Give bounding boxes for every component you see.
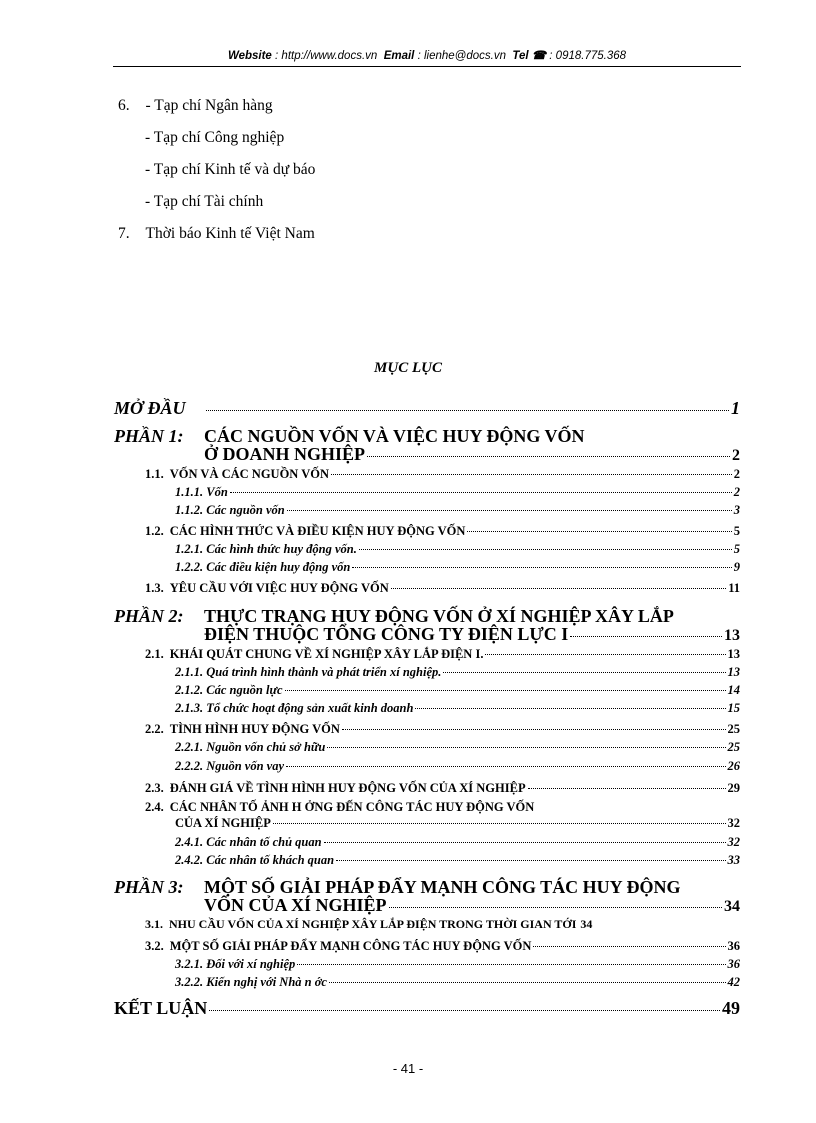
dot-leader bbox=[570, 636, 722, 637]
toc-entry-3-2-1[interactable] bbox=[175, 957, 740, 972]
toc-page-number: 25 bbox=[727, 722, 740, 736]
reference-text: - Tạp chí Kinh tế và dự báo bbox=[145, 161, 316, 178]
page-header bbox=[113, 48, 741, 62]
dot-leader bbox=[327, 747, 725, 748]
toc-page-number: 14 bbox=[727, 683, 740, 697]
toc-entry-2-1[interactable] bbox=[145, 647, 740, 662]
toc-entry-2-1-3[interactable] bbox=[175, 701, 740, 716]
dot-leader bbox=[230, 492, 732, 493]
section-number: 2.1. bbox=[145, 647, 164, 661]
section-title: KHÁI QUÁT CHUNG VỀ XÍ NGHIỆP XÂY LẮP ĐIỆN I. bbox=[169, 647, 484, 661]
section-number: 1.2. bbox=[145, 524, 164, 538]
toc-part-2-title-line2[interactable] bbox=[204, 624, 740, 645]
toc-page-number: 3 bbox=[733, 503, 740, 517]
toc-page-number: 26 bbox=[727, 759, 740, 773]
toc-entry-2-1-1[interactable] bbox=[175, 665, 740, 680]
reference-number: 7. bbox=[118, 225, 130, 242]
toc-page-number: 5 bbox=[733, 542, 740, 556]
toc-page-number: 13 bbox=[727, 647, 740, 661]
section-number: 2.3. bbox=[145, 781, 164, 795]
section-title: 1.2.2. Các điều kiện huy động vốn bbox=[175, 560, 351, 574]
toc-entry-label: KẾT LUẬN bbox=[114, 998, 208, 1018]
section-title: VỐN VÀ CÁC NGUỒN VỐN bbox=[169, 467, 330, 481]
section-title: 1.1.2. Các nguồn vốn bbox=[175, 503, 285, 517]
email-value: : lienhe@docs.vn bbox=[417, 50, 506, 62]
dot-leader bbox=[342, 729, 726, 730]
toc-part-1-heading[interactable] bbox=[114, 426, 585, 447]
section-title: 2.1.3. Tổ chức hoạt động sản xuất kinh doanh bbox=[175, 701, 414, 715]
section-title: 2.2.1. Nguồn vốn chủ sở hữu bbox=[175, 740, 326, 754]
toc-entry-2-4-1[interactable] bbox=[175, 835, 740, 850]
toc-entry-2-2-2[interactable] bbox=[175, 759, 740, 774]
toc-entry-label: MỞ ĐẦU bbox=[114, 398, 186, 418]
section-title: CỦA XÍ NGHIỆP bbox=[175, 816, 271, 830]
section-number: 2.2. bbox=[145, 722, 164, 736]
dot-leader bbox=[209, 1010, 720, 1011]
toc-entry-1-2-2[interactable] bbox=[175, 560, 740, 575]
reference-item bbox=[118, 225, 315, 243]
toc-page-number: 34 bbox=[724, 898, 740, 915]
dot-leader bbox=[352, 567, 731, 568]
reference-item bbox=[145, 129, 284, 147]
website-label: Website bbox=[227, 50, 272, 62]
section-title: ĐÁNH GIÁ VỀ TÌNH HÌNH HUY ĐỘNG VỐN CỦA XÍ NGHIỆP bbox=[169, 781, 526, 795]
dot-leader bbox=[485, 654, 725, 655]
part-label: PHẦN 3: bbox=[114, 877, 184, 897]
toc-page-number: 32 bbox=[727, 816, 740, 830]
tel-value: : 0918.775.368 bbox=[549, 50, 627, 62]
part-label: PHẦN 1: bbox=[114, 426, 184, 446]
dot-leader bbox=[287, 510, 732, 511]
section-number: 1.3. bbox=[145, 581, 164, 595]
toc-page-number: 13 bbox=[727, 665, 740, 679]
section-number: 3.1. bbox=[145, 917, 163, 931]
section-title: NHU CẦU VỐN CỦA XÍ NGHIỆP XÂY LẮP ĐIỆN TRONG THỜI GIAN TỚI bbox=[169, 917, 577, 931]
reference-text: - Tạp chí Tài chính bbox=[145, 193, 264, 210]
section-title: CÁC NHÂN TỐ ẢNH H ỞNG ĐẾN CÔNG TÁC HUY ĐỘNG VỐN bbox=[169, 800, 535, 814]
toc-entry-2-2[interactable] bbox=[145, 722, 740, 737]
toc-page-number: 2 bbox=[733, 467, 740, 481]
toc-page-number: 9 bbox=[733, 560, 740, 574]
website-value: : http://www.docs.vn bbox=[275, 50, 378, 62]
dot-leader bbox=[467, 531, 731, 532]
toc-part-1-title-line2[interactable] bbox=[204, 444, 740, 465]
toc-entry-2-3[interactable] bbox=[145, 781, 740, 796]
section-title: 2.1.2. Các nguồn lực bbox=[175, 683, 283, 697]
toc-page-number: 33 bbox=[727, 853, 740, 867]
toc-page-number: 15 bbox=[727, 701, 740, 715]
toc-entry-ket-luan[interactable] bbox=[114, 998, 740, 1019]
toc-entry-2-4-2[interactable] bbox=[175, 853, 740, 868]
toc-page-number: 25 bbox=[727, 740, 740, 754]
toc-page-number: 11 bbox=[728, 581, 740, 595]
toc-page-number: 32 bbox=[727, 835, 740, 849]
dot-leader bbox=[415, 708, 725, 709]
reference-item bbox=[145, 161, 315, 179]
header-divider bbox=[113, 66, 741, 67]
dot-leader bbox=[528, 788, 726, 789]
toc-entry-3-1[interactable] bbox=[145, 917, 740, 932]
toc-entry-2-4-line2[interactable] bbox=[175, 816, 740, 831]
section-number: 2.4. bbox=[145, 800, 164, 814]
phone-icon: ☎ bbox=[531, 50, 547, 62]
section-title: YÊU CẦU VỚI VIỆC HUY ĐỘNG VỐN bbox=[169, 581, 389, 595]
toc-page-number: 42 bbox=[727, 975, 740, 989]
section-title: CÁC HÌNH THỨC VÀ ĐIỀU KIỆN HUY ĐỘNG VỐN bbox=[169, 524, 466, 538]
toc-page-number: 34 bbox=[580, 917, 593, 931]
toc-entry-mo-dau[interactable] bbox=[114, 398, 740, 419]
toc-entry-1-2[interactable] bbox=[145, 524, 740, 539]
page-number: - 41 - bbox=[392, 1061, 424, 1076]
toc-entry-1-1[interactable] bbox=[145, 467, 740, 482]
part-title-line1: MỘT SỐ GIẢI PHÁP ĐẨY MẠNH CÔNG TÁC HUY ĐỘNG bbox=[204, 877, 681, 897]
part-title-line1: THỰC TRẠNG HUY ĐỘNG VỐN Ở XÍ NGHIỆP XÂY LẮP bbox=[204, 606, 674, 626]
dot-leader bbox=[273, 823, 726, 824]
toc-part-3-heading[interactable] bbox=[114, 877, 681, 898]
part-title-line2: Ở DOANH NGHIỆP bbox=[204, 444, 366, 464]
toc-page-number: 13 bbox=[724, 627, 740, 644]
reference-number: 6. bbox=[118, 97, 130, 114]
toc-page-number: 2 bbox=[733, 485, 740, 499]
part-label: PHẦN 2: bbox=[114, 606, 184, 626]
dot-leader bbox=[331, 474, 732, 475]
section-title: 2.4.2. Các nhân tố khách quan bbox=[175, 853, 335, 867]
toc-entry-2-1-2[interactable] bbox=[175, 683, 740, 698]
toc-page-number: 36 bbox=[727, 939, 740, 953]
reference-item bbox=[118, 97, 273, 115]
email-label: Email bbox=[383, 50, 415, 62]
toc-page-number: 29 bbox=[727, 781, 740, 795]
dot-leader bbox=[336, 860, 725, 861]
toc-part-3-title-line2[interactable] bbox=[204, 895, 740, 916]
dot-leader bbox=[286, 766, 725, 767]
toc-page-number: 49 bbox=[722, 998, 740, 1018]
reference-item bbox=[145, 193, 263, 211]
toc-entry-1-3[interactable] bbox=[145, 581, 740, 596]
toc-page-number: 36 bbox=[727, 957, 740, 971]
dot-leader bbox=[533, 946, 725, 947]
reference-text: Thời báo Kinh tế Việt Nam bbox=[145, 225, 315, 242]
dot-leader bbox=[285, 690, 726, 691]
toc-entry-3-2[interactable] bbox=[145, 939, 740, 954]
toc-entry-2-2-1[interactable] bbox=[175, 740, 740, 755]
dot-leader bbox=[329, 982, 726, 983]
section-number: 1.1. bbox=[145, 467, 164, 481]
section-title: 2.1.1. Quá trình hình thành và phát triển xí nghiệp. bbox=[175, 665, 442, 679]
toc-entry-1-2-1[interactable] bbox=[175, 542, 740, 557]
toc-title: MỤC LỤC bbox=[374, 360, 442, 376]
part-title-line2: ĐIỆN THUỘC TỔNG CÔNG TY ĐIỆN LỰC I bbox=[204, 624, 569, 644]
section-title: 2.4.1. Các nhân tố chủ quan bbox=[175, 835, 322, 849]
toc-entry-1-1-2[interactable] bbox=[175, 503, 740, 518]
toc-part-2-heading[interactable] bbox=[114, 606, 674, 627]
dot-leader bbox=[324, 842, 726, 843]
dot-leader bbox=[206, 410, 729, 411]
section-title: 2.2.2. Nguồn vốn vay bbox=[175, 759, 285, 773]
toc-page-number: 1 bbox=[731, 398, 740, 418]
reference-text: - Tạp chí Ngân hàng bbox=[145, 97, 273, 114]
tel-label: Tel bbox=[512, 50, 529, 62]
dot-leader bbox=[389, 907, 722, 908]
section-title: TÌNH HÌNH HUY ĐỘNG VỐN bbox=[169, 722, 340, 736]
toc-entry-1-1-1[interactable] bbox=[175, 485, 740, 500]
section-title: MỘT SỐ GIẢI PHÁP ĐẨY MẠNH CÔNG TÁC HUY ĐỘNG VỐN bbox=[169, 939, 532, 953]
dot-leader bbox=[297, 964, 725, 965]
dot-leader bbox=[443, 672, 725, 673]
section-title: 1.1.1. Vốn bbox=[175, 485, 228, 499]
dot-leader bbox=[367, 456, 730, 457]
part-title-line2: VỐN CỦA XÍ NGHIỆP bbox=[204, 895, 387, 915]
toc-page-number: 5 bbox=[733, 524, 740, 538]
section-title: 3.2.1. Đối với xí nghiệp bbox=[175, 957, 296, 971]
section-title: 1.2.1. Các hình thức huy động vốn. bbox=[175, 542, 357, 556]
part-title-line1: CÁC NGUỒN VỐN VÀ VIỆC HUY ĐỘNG VỐN bbox=[204, 426, 585, 446]
section-number: 3.2. bbox=[145, 939, 164, 953]
dot-leader bbox=[359, 549, 732, 550]
toc-entry-2-4-line1[interactable] bbox=[145, 800, 740, 815]
toc-page-number: 2 bbox=[732, 447, 740, 464]
dot-leader bbox=[391, 588, 726, 589]
toc-entry-3-2-2[interactable] bbox=[175, 975, 740, 990]
reference-text: - Tạp chí Công nghiệp bbox=[145, 129, 285, 146]
section-title: 3.2.2. Kiến nghị với Nhà n ớc bbox=[175, 975, 327, 989]
